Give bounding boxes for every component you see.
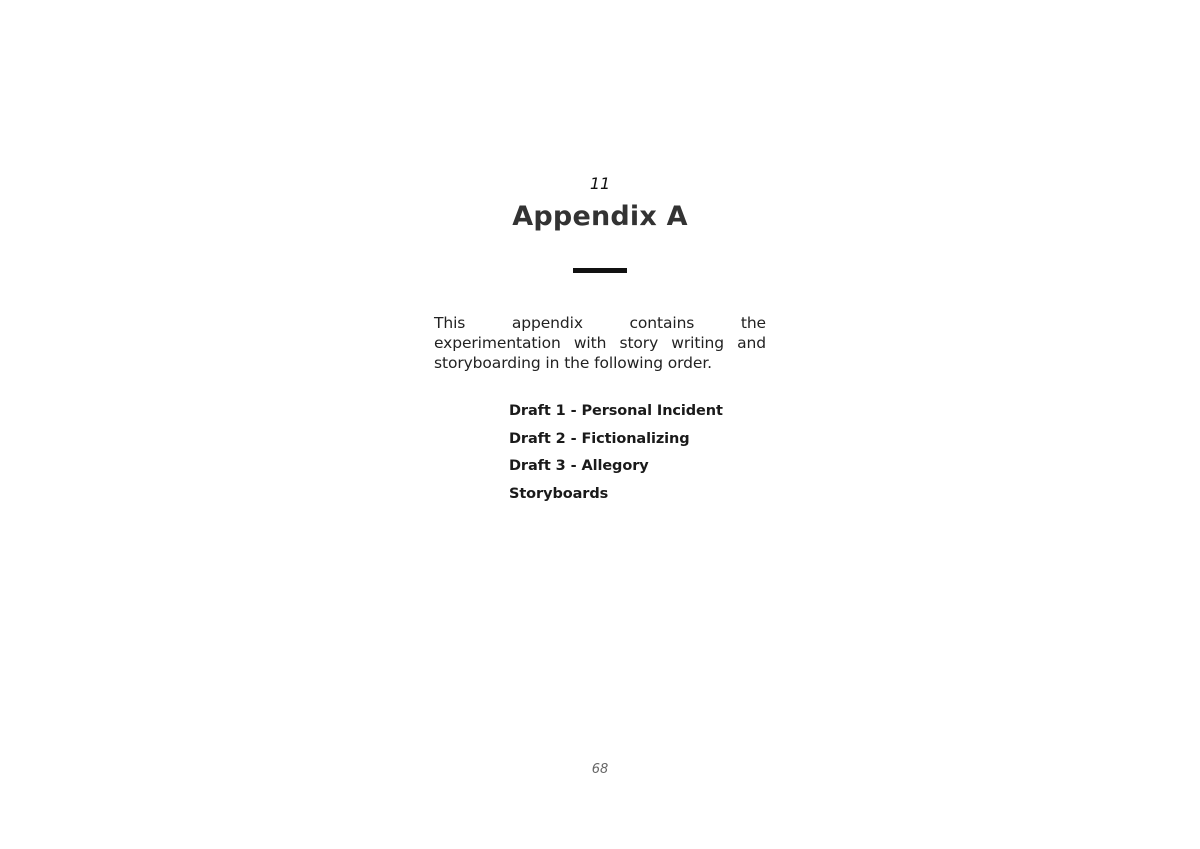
contents-item-draft-1: Draft 1 - Personal Incident [509,403,723,419]
chapter-number: 11 [589,174,611,193]
contents-item-draft-2: Draft 2 - Fictionalizing [509,430,690,447]
chapter-title: Appendix A [512,201,688,232]
contents-item-storyboards: Storyboards [509,485,609,502]
page-number: 68 [591,762,609,777]
contents-list [509,401,723,511]
intro-paragraph: This appendix contains the experimentation with story writing and storyboarding in the following order. [434,314,766,372]
contents-item-draft-3: Draft 3 - Allegory [509,458,649,474]
title-divider [573,268,627,273]
